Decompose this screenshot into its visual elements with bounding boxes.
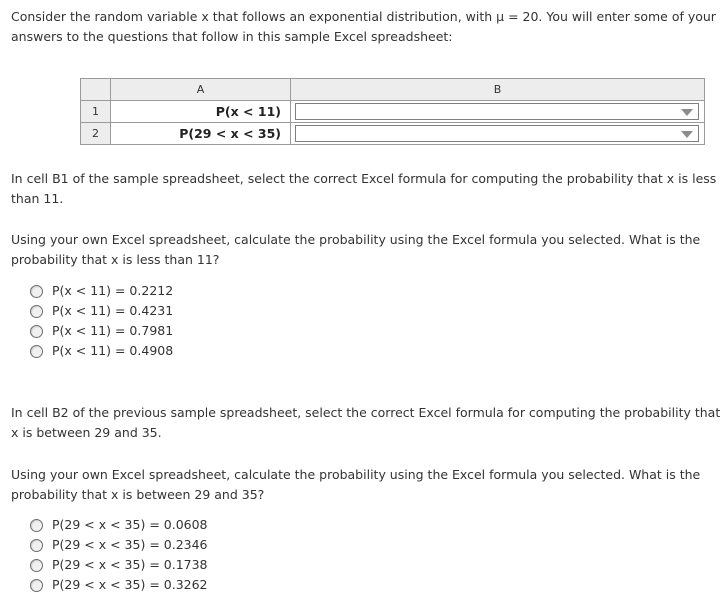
radio-button-icon[interactable] bbox=[30, 325, 43, 338]
radio-button-icon[interactable] bbox=[30, 539, 43, 552]
cell-b1 bbox=[291, 101, 705, 123]
cell-a2: P(29 < x < 35) bbox=[111, 123, 291, 145]
sample-spreadsheet bbox=[80, 78, 705, 145]
cell-a1: P(x < 11) bbox=[111, 101, 291, 123]
radio-button-icon[interactable] bbox=[30, 345, 43, 358]
header-row bbox=[81, 79, 705, 101]
answer-option[interactable] bbox=[30, 555, 208, 575]
radio-button-icon[interactable] bbox=[30, 305, 43, 318]
row-header-2: 2 bbox=[81, 123, 111, 145]
answer-options-group-1 bbox=[30, 281, 173, 361]
question-b2-formula: In cell B2 of the previous sample spreadsheet, select the correct Excel formula for computing the probability that x is between 29 and 35. bbox=[11, 405, 721, 440]
question-b1-formula: In cell B1 of the sample spreadsheet, select the correct Excel formula for computing the probability that x is less than 11. bbox=[11, 171, 717, 206]
answer-option-label: P(x < 11) = 0.7981 bbox=[52, 323, 174, 338]
cell-b2 bbox=[291, 123, 705, 145]
answer-option[interactable] bbox=[30, 535, 208, 555]
answer-option[interactable] bbox=[30, 321, 173, 341]
answer-option-label: P(29 < x < 35) = 0.1738 bbox=[52, 557, 208, 572]
radio-button-icon[interactable] bbox=[30, 285, 43, 298]
column-header-b: B bbox=[291, 79, 705, 101]
row-header-1: 1 bbox=[81, 101, 111, 123]
answer-option[interactable] bbox=[30, 341, 173, 361]
answer-option[interactable] bbox=[30, 301, 173, 321]
answer-option-label: P(x < 11) = 0.4908 bbox=[52, 343, 174, 358]
spreadsheet-row-1 bbox=[81, 101, 705, 123]
b1-formula-dropdown[interactable] bbox=[295, 103, 699, 120]
answer-options-group-2 bbox=[30, 515, 208, 595]
answer-option-label: P(29 < x < 35) = 0.3262 bbox=[52, 577, 208, 592]
b2-formula-dropdown[interactable] bbox=[295, 125, 699, 142]
chevron-down-icon[interactable] bbox=[681, 131, 693, 138]
chevron-down-icon[interactable] bbox=[681, 109, 693, 116]
question-probability-between-29-and-35: Using your own Excel spreadsheet, calculate the probability using the Excel formula you selected. What is the probability that x is between 29 and 35? bbox=[11, 467, 701, 502]
spreadsheet-row-2 bbox=[81, 123, 705, 145]
corner-cell bbox=[81, 79, 111, 101]
question-probability-less-than-11: Using your own Excel spreadsheet, calculate the probability using the Excel formula you selected. What is the probability that x is less than 11? bbox=[11, 232, 701, 267]
answer-option[interactable] bbox=[30, 575, 208, 595]
answer-option[interactable] bbox=[30, 281, 173, 301]
answer-option-label: P(29 < x < 35) = 0.2346 bbox=[52, 537, 208, 552]
intro-text: Consider the random variable x that follows an exponential distribution, with μ = 20. You will enter some of your answers to the questions that follow in this sample Excel spreadsheet: bbox=[11, 9, 716, 44]
radio-button-icon[interactable] bbox=[30, 579, 43, 592]
answer-option-label: P(x < 11) = 0.2212 bbox=[52, 283, 174, 298]
column-header-a: A bbox=[111, 79, 291, 101]
radio-button-icon[interactable] bbox=[30, 519, 43, 532]
answer-option[interactable] bbox=[30, 515, 208, 535]
answer-option-label: P(29 < x < 35) = 0.0608 bbox=[52, 517, 208, 532]
answer-option-label: P(x < 11) = 0.4231 bbox=[52, 303, 174, 318]
radio-button-icon[interactable] bbox=[30, 559, 43, 572]
